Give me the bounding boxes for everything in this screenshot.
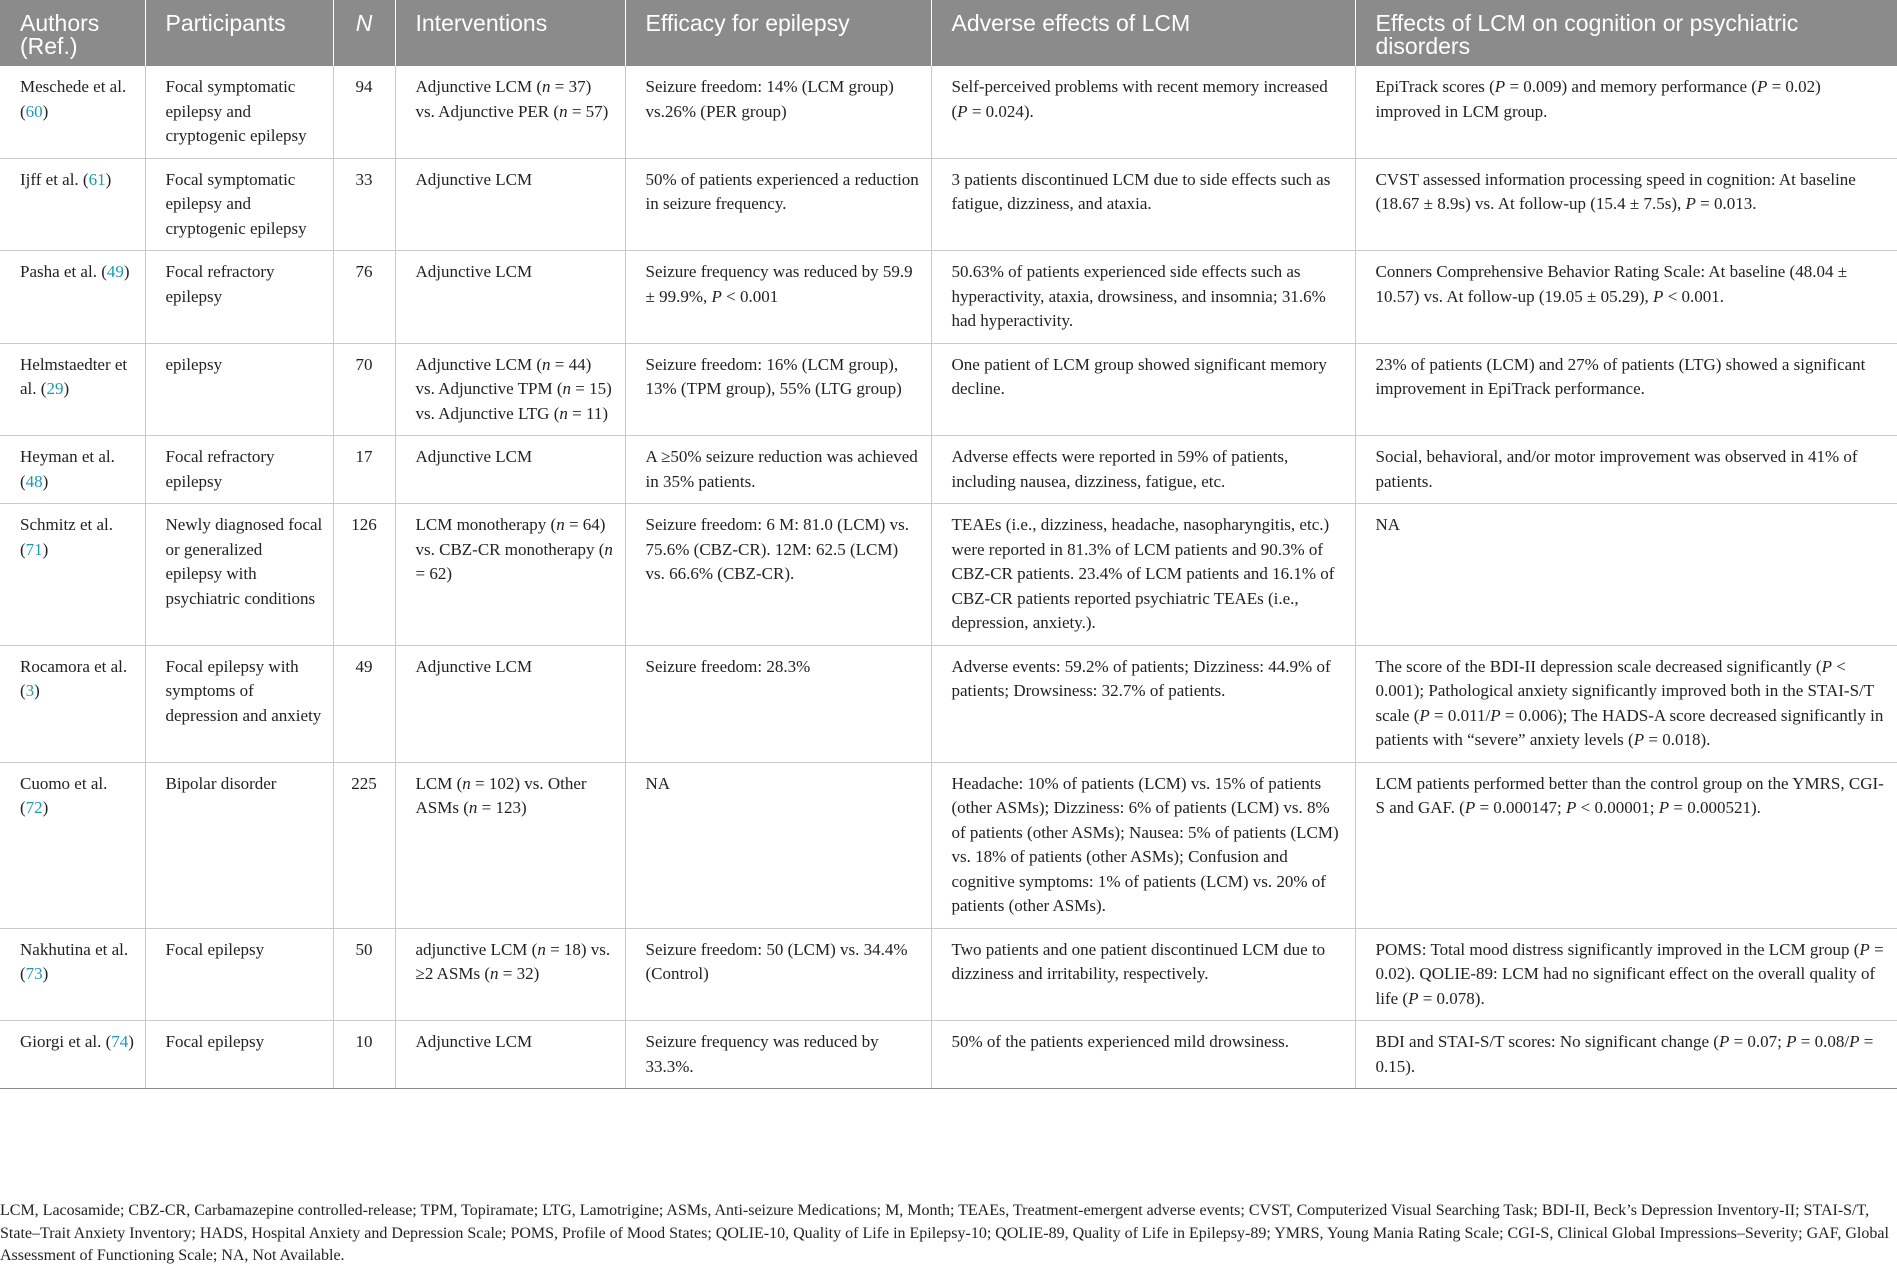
- header-participants: Participants: [145, 0, 333, 66]
- participants-cell: epilepsy: [145, 343, 333, 436]
- author-cell: Cuomo et al. (72): [0, 762, 145, 928]
- efficacy-cell: 50% of patients experienced a reduction in seizure frequency.: [625, 158, 931, 251]
- participants-cell: Focal epilepsy: [145, 1021, 333, 1089]
- author-cell: Meschede et al. (60): [0, 66, 145, 158]
- author-cell: Pasha et al. (49): [0, 251, 145, 344]
- n-cell: 126: [333, 504, 395, 646]
- header-adverse-effects: Adverse effects of LCM: [931, 0, 1355, 66]
- table-row: [0, 343, 1897, 436]
- efficacy-cell: A ≥50% seizure reduction was achieved in 35% patients.: [625, 436, 931, 504]
- reference-link[interactable]: 48: [25, 471, 43, 491]
- cognition-cell: EpiTrack scores (P = 0.009) and memory performance (P = 0.02) improved in LCM group.: [1355, 66, 1897, 158]
- table-footnote: LCM, Lacosamide; CBZ-CR, Carbamazepine controlled-release; TPM, Topiramate; LTG, Lamotrigine; ASMs, Anti-seizure Medications; M, Month; TEAEs, Treatment-emergent adverse events; CVST, Computerized Visual Searching Task; BDI-II, Beck’s Depression Inventory-II; STAI-S/T, State–Trait Anxiety Inventory; HADS, Hospital Anxiety and Depression Scale; POMS, Profile of Mood States; QOLIE-10, Quality of Life in Epilepsy-10; QOLIE-89, Quality of Life in Epilepsy-89; YMRS, Young Mania Rating Scale; CGI-S, Clinical Global Impressions–Severity; GAF, Global Assessment of Functioning Scale; NA, Not Available.: [0, 1202, 1889, 1264]
- author-cell: Helmstaedter et al. (29): [0, 343, 145, 436]
- n-cell: 225: [333, 762, 395, 928]
- interventions-cell: Adjunctive LCM: [395, 158, 625, 251]
- author-name: Helmstaedter et al. (: [20, 354, 128, 398]
- participants-cell: Bipolar disorder: [145, 762, 333, 928]
- table-row: [0, 504, 1897, 646]
- n-cell: 50: [333, 928, 395, 1021]
- cognition-cell: BDI and STAI-S/T scores: No significant change (P = 0.07; P = 0.08/P = 0.15).: [1355, 1021, 1897, 1089]
- reference-link[interactable]: 3: [25, 681, 35, 700]
- header-cognition: Effects of LCM on cognition or psychiatric disorders: [1355, 0, 1897, 66]
- table-row: [0, 762, 1897, 928]
- cognition-cell: The score of the BDI-II depression scale decreased significantly (P < 0.001); Pathological anxiety significantly improved both in the STAI-S/T scale (P = 0.011/P = 0.006); The HADS-A score decreased significantly in patients with “severe” anxiety levels (P = 0.018).: [1355, 645, 1897, 762]
- interventions-cell: Adjunctive LCM: [395, 645, 625, 762]
- reference-link[interactable]: 29: [46, 379, 64, 398]
- interventions-cell: LCM monotherapy (n = 64) vs. CBZ-CR monotherapy (n = 62): [395, 504, 625, 646]
- efficacy-cell: Seizure freedom: 14% (LCM group) vs.26% (PER group): [625, 66, 931, 158]
- efficacy-cell: Seizure freedom: 50 (LCM) vs. 34.4% (Control): [625, 928, 931, 1021]
- participants-cell: Focal refractory epilepsy: [145, 251, 333, 344]
- author-cell: Rocamora et al. (3): [0, 645, 145, 762]
- interventions-cell: Adjunctive LCM: [395, 436, 625, 504]
- author-name: Ijff et al. (: [20, 169, 89, 189]
- header-authors: Authors (Ref.): [0, 0, 145, 66]
- participants-cell: Focal refractory epilepsy: [145, 436, 333, 504]
- adverse-effects-cell: Two patients and one patient discontinued LCM due to dizziness and irritability, respectively.: [931, 928, 1355, 1021]
- interventions-cell: LCM (n = 102) vs. Other ASMs (n = 123): [395, 762, 625, 928]
- author-name: Heyman et al. (: [20, 447, 115, 491]
- table-row: [0, 158, 1897, 251]
- adverse-effects-cell: Adverse effects were reported in 59% of patients, including nausea, dizziness, fatigue, etc.: [931, 436, 1355, 504]
- adverse-effects-cell: 50.63% of patients experienced side effects such as hyperactivity, ataxia, drowsiness, and insomnia; 31.6% had hyperactivity.: [931, 251, 1355, 344]
- author-cell: Ijff et al. (61): [0, 158, 145, 251]
- reference-link[interactable]: 73: [25, 964, 43, 983]
- n-cell: 94: [333, 66, 395, 158]
- adverse-effects-cell: 50% of the patients experienced mild drowsiness.: [931, 1021, 1355, 1089]
- cognition-cell: POMS: Total mood distress significantly improved in the LCM group (P = 0.02). QOLIE-89: LCM had no significant effect on the overall quality of life (P = 0.078).: [1355, 928, 1897, 1021]
- author-name: Schmitz et al. (: [20, 515, 114, 559]
- efficacy-cell: Seizure frequency was reduced by 33.3%.: [625, 1021, 931, 1089]
- author-name: Nakhutina et al. (: [20, 939, 129, 983]
- author-name: Cuomo et al. (: [20, 773, 108, 817]
- n-cell: 76: [333, 251, 395, 344]
- cognition-cell: Conners Comprehensive Behavior Rating Scale: At baseline (48.04 ± 10.57) vs. At follow-up (19.05 ± 05.29), P < 0.001.: [1355, 251, 1897, 344]
- adverse-effects-cell: TEAEs (i.e., dizziness, headache, nasopharyngitis, etc.) were reported in 81.3% of LCM patients and 90.3% of CBZ-CR patients. 23.4% of LCM patients and 16.1% of CBZ-CR patients reported psychiatric TEAEs (i.e., depression, anxiety.).: [931, 504, 1355, 646]
- interventions-cell: Adjunctive LCM: [395, 251, 625, 344]
- efficacy-cell: Seizure freedom: 6 M: 81.0 (LCM) vs. 75.6% (CBZ-CR). 12M: 62.5 (LCM) vs. 66.6% (CBZ-CR).: [625, 504, 931, 646]
- author-cell: Giorgi et al. (74): [0, 1021, 145, 1089]
- participants-cell: Focal symptomatic epilepsy and cryptogenic epilepsy: [145, 66, 333, 158]
- cognition-cell: 23% of patients (LCM) and 27% of patients (LTG) showed a significant improvement in EpiTrack performance.: [1355, 343, 1897, 436]
- adverse-effects-cell: One patient of LCM group showed significant memory decline.: [931, 343, 1355, 436]
- header-n-label: N: [355, 10, 373, 36]
- table-row: [0, 1021, 1897, 1089]
- author-cell: Nakhutina et al. (73): [0, 928, 145, 1021]
- adverse-effects-cell: 3 patients discontinued LCM due to side effects such as fatigue, dizziness, and ataxia.: [931, 158, 1355, 251]
- author-name: Giorgi et al. (: [20, 1032, 112, 1051]
- table-body: [0, 66, 1897, 1089]
- participants-cell: Focal epilepsy: [145, 928, 333, 1021]
- reference-link[interactable]: 71: [25, 539, 43, 559]
- n-cell: 70: [333, 343, 395, 436]
- efficacy-cell: Seizure freedom: 28.3%: [625, 645, 931, 762]
- adverse-effects-cell: Headache: 10% of patients (LCM) vs. 15% of patients (other ASMs); Dizziness: 6% of patients (LCM) vs. 8% of patients (other ASMs); Nausea: 5% of patients (LCM) vs. 18% of patients (other ASMs); Confusion and cognitive symptoms: 1% of patients (LCM) vs. 20% of patients (other ASMs).: [931, 762, 1355, 928]
- n-cell: 49: [333, 645, 395, 762]
- cognition-cell: Social, behavioral, and/or motor improvement was observed in 41% of patients.: [1355, 436, 1897, 504]
- author-name: Meschede et al. (: [20, 77, 127, 121]
- reference-link[interactable]: 72: [25, 798, 43, 817]
- reference-link[interactable]: 61: [88, 169, 106, 189]
- table-row: [0, 251, 1897, 344]
- efficacy-cell: NA: [625, 762, 931, 928]
- table-row: [0, 66, 1897, 158]
- adverse-effects-cell: Adverse events: 59.2% of patients; Dizziness: 44.9% of patients; Drowsiness: 32.7% of patients.: [931, 645, 1355, 762]
- header-interventions: Interventions: [395, 0, 625, 66]
- header-n: [333, 0, 395, 66]
- cognition-cell: LCM patients performed better than the control group on the YMRS, CGI-S and GAF. (P = 0.000147; P < 0.00001; P = 0.000521).: [1355, 762, 1897, 928]
- participants-cell: Focal symptomatic epilepsy and cryptogenic epilepsy: [145, 158, 333, 251]
- author-cell: Schmitz et al. (71): [0, 504, 145, 646]
- header-efficacy: Efficacy for epilepsy: [625, 0, 931, 66]
- interventions-cell: adjunctive LCM (n = 18) vs. ≥2 ASMs (n = 32): [395, 928, 625, 1021]
- reference-link[interactable]: 49: [106, 262, 124, 281]
- author-cell: Heyman et al. (48): [0, 436, 145, 504]
- author-name: Rocamora et al. (: [20, 656, 128, 700]
- author-name: Pasha et al. (: [20, 262, 107, 281]
- table-row: [0, 645, 1897, 762]
- adverse-effects-cell: Self-perceived problems with recent memory increased (P = 0.024).: [931, 66, 1355, 158]
- n-cell: 17: [333, 436, 395, 504]
- table-row: [0, 436, 1897, 504]
- efficacy-cell: Seizure frequency was reduced by 59.9 ± 99.9%, P < 0.001: [625, 251, 931, 344]
- reference-link[interactable]: 60: [25, 101, 43, 121]
- reference-link[interactable]: 74: [111, 1032, 129, 1051]
- table-row: [0, 928, 1897, 1021]
- n-cell: 33: [333, 158, 395, 251]
- cognition-cell: CVST assessed information processing speed in cognition: At baseline (18.67 ± 8.9s) vs. At follow-up (15.4 ± 7.5s), P = 0.013.: [1355, 158, 1897, 251]
- interventions-cell: Adjunctive LCM: [395, 1021, 625, 1089]
- n-cell: 10: [333, 1021, 395, 1089]
- interventions-cell: Adjunctive LCM (n = 44) vs. Adjunctive TPM (n = 15) vs. Adjunctive LTG (n = 11): [395, 343, 625, 436]
- interventions-cell: Adjunctive LCM (n = 37) vs. Adjunctive PER (n = 57): [395, 66, 625, 158]
- header-row: [0, 0, 1897, 66]
- efficacy-cell: Seizure freedom: 16% (LCM group), 13% (TPM group), 55% (LTG group): [625, 343, 931, 436]
- cognition-cell: NA: [1355, 504, 1897, 646]
- participants-cell: Focal epilepsy with symptoms of depression and anxiety: [145, 645, 333, 762]
- participants-cell: Newly diagnosed focal or generalized epilepsy with psychiatric conditions: [145, 504, 333, 646]
